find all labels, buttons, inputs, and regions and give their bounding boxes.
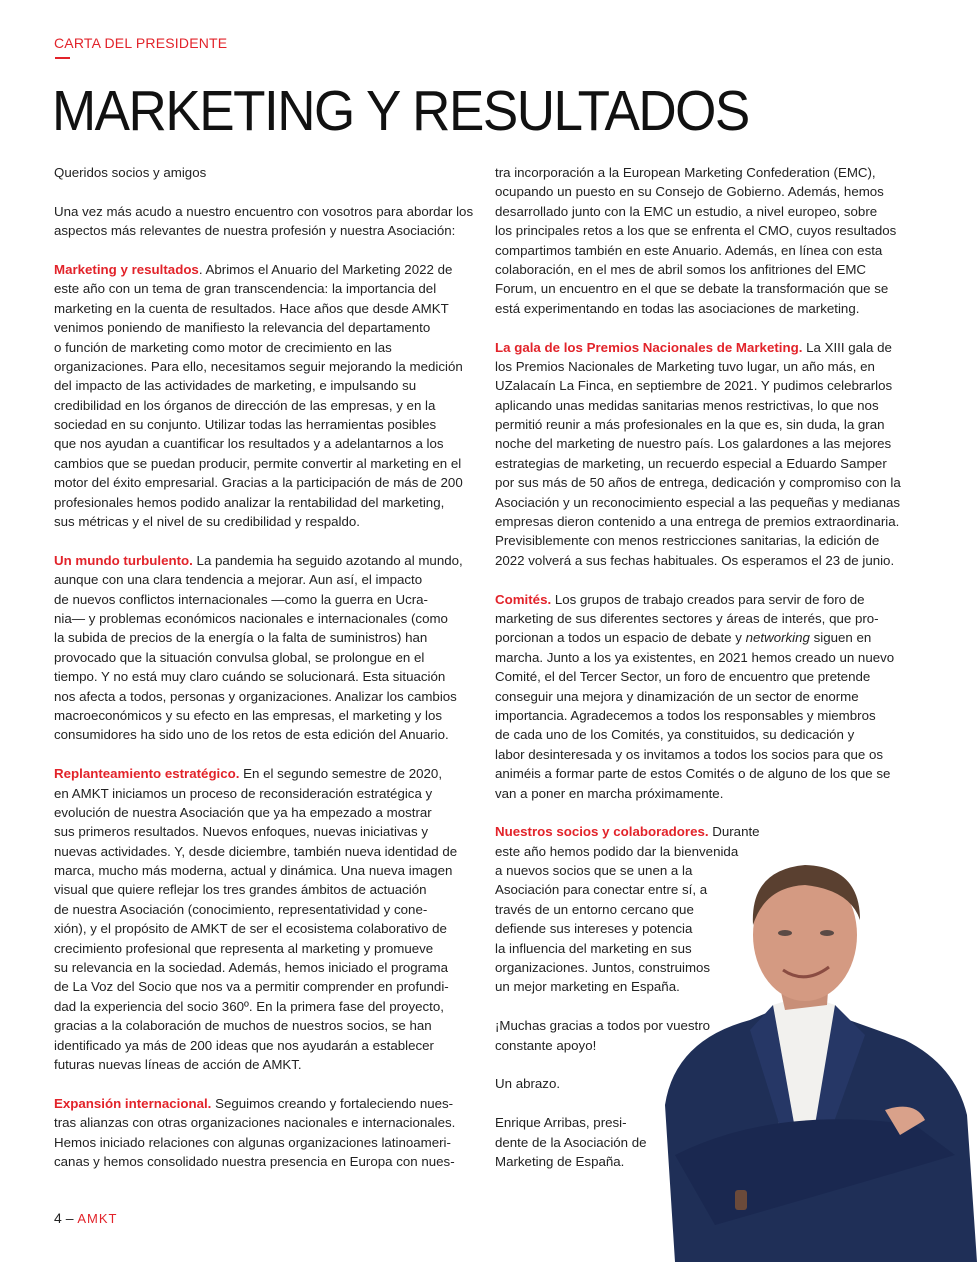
page-footer [54,1210,118,1226]
text-line: este año con un tema de gran transcendencia: la importancia del [54,281,437,297]
text-line: en AMKT iniciamos un proceso de reconsideración estratégica y [54,785,433,801]
text-line: noche del marketing de nuestro país. Los galardones a las mejores [495,436,892,452]
text-line: constante apoyo! [495,1037,597,1053]
text-line: tras alianzas con otras organizaciones nacionales e internacionales. [54,1115,456,1131]
text-line: empresas dieron contenido a una entrega de premios extraordinaria. [495,514,900,530]
text-line: marca, mucho más moderna, actual y dinámica. Una nueva imagen [54,863,453,879]
text-line: futuras nuevas líneas de acción de AMKT. [54,1056,302,1072]
text-line: labor desinteresada y os invitamos a todos los socios para que os [495,746,884,762]
text-line: de cada uno de los Comités, ya constituidos, su dedicación y [495,727,855,743]
text-line: los principales retos a los que se enfrenta el CMO, cuyos resultados [495,223,897,239]
section-heading: Un mundo turbulento. [54,552,193,568]
text-line: sus primeros resultados. Nuevos enfoques, nuevas iniciativas y [54,824,428,840]
section-heading: Marketing y resultados [54,261,199,277]
text-line: marcha. Junto a los ya existentes, en 2021 hemos creado un nuevo [495,649,895,665]
text-line: a nuevos socios que se unen a la [495,863,693,879]
text-line: su relevancia en la sociedad. Además, hemos iniciado el programa [54,960,448,976]
text-line: nia— y problemas económicos nacionales e internacionales (como [54,610,448,626]
text-line: Enrique Arribas, presi- [495,1115,627,1131]
text-line: tra incorporación a la European Marketing Confederation (EMC), [495,165,876,180]
text-line: consumidores ha sido uno de los retos de esta edición del Anuario. [54,727,449,743]
text-line: aunque con una clara tendencia a mejorar. Aun así, el impacto [54,572,423,588]
text-line: Una vez más acudo a nuestro encuentro con vosotros para abordar los [54,203,474,219]
paragraph-replanteamiento: Replanteamiento estratégico. En el segundo semestre de 2020, en AMKT iniciamos un proceso de reconsideración estratégica y evolución de nuestra Asociación que ya ha empezado a mostrar sus primeros resultados. Nuevos enfoques, nuevas iniciativas y nuevas actividades. Y, desde diciembre, también nueva identidad de marca, mucho más moderna, actual y dinámica. Una nueva imagen visual que quiere reflejar los tres grandes ámbitos de actuación de nuestra Asociación (conocimiento, representatividad y cone- xión), y el propósito de AMKT de ser el ecosistema colaborativo de crecimiento profesional que representa al marketing y promueve su relevancia en la sociedad. Además, hemos iniciado el programa de La Voz del Socio que nos va a permitir comprender en profundi- dad la experiencia del socio 360º. En la primera fase del proyecto, gracias a la colaboración de muchos de nuestros socios, se han identificado ya más de 200 ideas que nos ayudarán a establecer futuras nuevas líneas de acción de AMKT. [54,764,474,1074]
text-line: Hemos iniciado relaciones con algunas organizaciones latinoameri- [54,1134,451,1150]
text-line: nuevas actividades. Y, desde diciembre, también nueva identidad de [54,843,458,859]
section-heading: Replanteamiento estratégico. [54,766,240,782]
text-line: provocado que la situación convulsa global, se prolongue en el [54,649,425,665]
closing: Un abrazo. [495,1076,561,1092]
text-line: Asociación y un reconocimiento especial a las pequeñas y medianas [495,494,901,510]
paragraph-gala-premios: La gala de los Premios Nacionales de Marketing. La XIII gala de los Premios Nacionales de Marketing tuvo lugar, un año más, en UZalacaín La Finca, en septiembre de 2021. Y pudimos celebrarlos aplicando unas medidas sanitarias menos restrictivas, lo que nos permitió reunir a más profesionales en la que es, sin duda, la gran noche del marketing de nuestro país. Los galardones a las mejores estrategias de marketing, un recuerdo especial a Eduardo Samper por sus más de 50 años de entrega, dedicación y compromiso con la Asociación y un reconocimiento especial a las pequeñas y medianas empresas dieron contenido a una entrega de premios extraordinaria. Previsiblemente con menos restricciones sanitarias, la edición de 2022 volverá a sus fechas habituales. Os esperamos el 23 de junio. [495,338,915,571]
text-line: canas y hemos consolidado nuestra presencia en Europa con nues- [54,1153,455,1169]
text-line: xión), y el propósito de AMKT de ser el ecosistema colaborativo de [54,921,447,937]
text-line: por sus más de 50 años de entrega, dedicación y compromiso con la [495,475,901,491]
text-line: animéis a formar parte de estos Comités o de alguno de los que se [495,766,891,782]
text-line: través de un entorno cercano que [495,901,694,917]
greeting: Queridos socios y amigos [54,165,207,180]
text-line: dente de la Asociación de [495,1134,647,1150]
text-line: identificado ya más de 200 ideas que nos ayudarán a establecer [54,1037,434,1053]
text-line: van a poner en marcha próximamente. [495,785,724,801]
section-heading: Comités. [495,591,552,607]
text-line: Previsiblemente con menos restricciones sanitarias, la edición de [495,533,880,549]
page-title: MARKETING Y RESULTADOS [52,79,749,143]
text-line: Comité, el del Tercer Sector, un foro de encuentro que pretende [495,669,871,685]
text-line: la subida de precios de la energía o la falta de suministros) han [54,630,428,646]
text-line: defiende sus intereses y potencia [495,921,693,937]
text-line: dad la experiencia del socio 360º. En la primera fase del proyecto, [54,998,444,1014]
brand-logo: AMKT [77,1211,118,1226]
text-line: aplicando unas medidas sanitarias menos restrictivas, lo que nos [495,397,879,413]
text-line: un mejor marketing en España. [495,979,680,995]
text-line: crecimiento profesional que representa al marketing y promueve [54,940,434,956]
text-line: Marketing de España. [495,1153,625,1169]
text-line: compartimos también en este Anuario. Además, en línea con esta [495,242,883,258]
text-line: del impacto de las actividades de marketing, e impulsando su [54,378,417,394]
text-line: estrategias de marketing, un recuerdo especial a Eduardo Samper [495,455,887,471]
text-line: los Premios Nacionales de Marketing tuvo lugar, un año más, en [495,358,875,374]
italic-term: networking [745,630,810,646]
text-line: marketing en la cuenta de resultados. Hace años que desde AMKT [54,300,449,316]
section-heading: La gala de los Premios Nacionales de Marketing. [495,339,803,355]
paragraph-mundo-turbulento: Un mundo turbulento. La pandemia ha seguido azotando al mundo, aunque con una clara tendencia a mejorar. Aun así, el impacto de nuevos conflictos internacionales —como la guerra en Ucra- nia— y problemas económicos nacionales e internacionales (como la subida de precios de la energía o la falta de suministros) han provocado que la situación convulsa global, se prolongue en el tiempo. Y no está muy claro cuándo se solucionará. Esta situación nos afecta a todos, personas y organizaciones. Analizar los cambios macroeconómicos y su efecto en las empresas, el marketing y los consumidores ha sido uno de los retos de esta edición del Anuario. [54,551,474,745]
text-line: permitió reunir a más profesionales en la que es, sin duda, la gran [495,417,885,433]
paragraph-marketing-resultados: Marketing y resultados. Abrimos el Anuario del Marketing 2022 de este año con un tema de gran transcendencia: la importancia del marketing en la cuenta de resultados. Hace años que desde AMKT venimos poniendo de manifiesto la relevancia del departamento o función de marketing como motor de crecimiento en las organizaciones. Para ello, necesitamos seguir mejorando la medición del impacto de las actividades de marketing, e impulsando su credibilidad en los órganos de dirección de las empresas, y en la sociedad en su conjunto. Utilizar todas las herramientas posibles que nos ayudan a cuantificar los resultados y a adelantarnos a los cambios que se puedan producir, permite convertir al marketing en el motor del éxito empresarial. Gracias a la participación de más de 200 profesionales hemos podido analizar la rentabilidad del marketing, sus métricas y el nivel de su credibilidad y respaldo. [54,260,474,531]
text-line: nos afecta a todos, personas y organizaciones. Analizar los cambios [54,688,457,704]
text-line: de nuevos conflictos internacionales —como la guerra en Ucra- [54,591,428,607]
text-line: ocupando un puesto en su Consejo de Gobierno. Además, hemos [495,184,884,200]
text-line: 2022 volverá a sus fechas habituales. Os esperamos el 23 de junio. [495,552,895,568]
left-column [54,163,474,1171]
text-line: tiempo. Y no está muy claro cuándo se solucionará. Esta situación [54,669,446,685]
text-line: cambios que se puedan producir, permite convertir al marketing en el [54,455,462,471]
paragraph-socios: Nuestros socios y colaboradores. Durante este año hemos podido dar la bienvenida a nuevos socios que se unen a la Asociación para conectar entre sí, a través de un entorno cercano que defiende sus intereses y potencia la influencia del marketing en sus organizaciones. Juntos, construimos un mejor marketing en España. [495,822,915,997]
text-line: Forum, un encuentro en el que se debate la transformación que se [495,281,889,297]
footer-separator: – [65,1210,74,1226]
text-line: conseguir una mejora y dinamización de un sector de enorme [495,688,859,704]
text-line: aspectos más relevantes de nuestra profesión y nuestra Asociación: [54,223,456,239]
text-line: ¡Muchas gracias a todos por vuestro [495,1018,711,1034]
text-line: o función de marketing como motor de crecimiento en las [54,339,392,355]
text-line: visual que quiere reflejar los tres grandes ámbitos de actuación [54,882,427,898]
text-line: organizaciones. Para ello, necesitamos seguir mejorando la medición [54,358,463,374]
text-line: desarrollado junto con la EMC un estudio, a nivel europeo, sobre [495,203,878,219]
text-line: este año hemos podido dar la bienvenida [495,843,739,859]
intro-paragraph [54,202,474,241]
text-line: motor del éxito empresarial. Gracias a la participación de más de 200 [54,475,463,491]
text-line: credibilidad en los órganos de dirección de las empresas, y en la [54,397,436,413]
text-line: está experimentando en todas las asociaciones de marketing. [495,300,860,316]
paragraph-comites: Comités. Los grupos de trabajo creados para servir de foro de marketing de sus diferentes sectores y áreas de interés, que pro- porcionan a todos un espacio de debate y networking siguen en marcha. Junto a los ya existentes, en 2021 hemos creado un nuevo Comité, el del Tercer Sector, un foro de encuentro que pretende conseguir una mejora y dinamización de un sector de enorme importancia. Agradecemos a todos los responsables y miembros de cada uno de los Comités, ya constituidos, su dedicación y labor desinteresada y os invitamos a todos los socios para que os animéis a formar parte de estos Comités o de alguno de los que se van a poner en marcha próximamente. [495,590,915,803]
page-number: 4 [54,1210,62,1226]
section-heading: Expansión internacional. [54,1095,212,1111]
section-heading: Nuestros socios y colaboradores. [495,824,709,840]
text-line: Asociación para conectar entre sí, a [495,882,708,898]
text-line: UZalacaín La Finca, en septiembre de 2021. Y pudimos celebrarlos [495,378,893,394]
paragraph-expansion-internacional: Expansión internacional. Seguimos creando y fortaleciendo nues- tras alianzas con otras organizaciones nacionales e internacionales. Hemos iniciado relaciones con algunas organizaciones latinoameri- canas y hemos consolidado nuestra presencia en Europa con nues- [54,1094,474,1172]
text-line: profesionales hemos podido analizar la rentabilidad del marketing, [54,494,445,510]
text-line: de nuestra Asociación (conocimiento, representatividad y cone- [54,901,428,917]
president-photo [655,855,977,1262]
text-line: sociedad en su conjunto. Utilizar todas las herramientas posibles [54,417,437,433]
text-line: sus métricas y el nivel de su credibilidad y respaldo. [54,514,360,530]
text-line: importancia. Agradecemos a todos los responsables y miembros [495,707,876,723]
text-line: macroeconómicos y su efecto en las empresas, el marketing y los [54,707,442,723]
text-line: venimos poniendo de manifiesto la relevancia del departamento [54,320,431,336]
text-line: colaboración, en el mes de abril somos los anfitriones del EMC [495,261,867,277]
text-line: organizaciones. Juntos, construimos [495,960,711,976]
text-line: la influencia del marketing en sus [495,940,692,956]
text-line: evolución de nuestra Asociación que ya ha empezado a mostrar [54,804,432,820]
text-line: gracias a la colaboración de muchos de nuestros socios, se han [54,1018,432,1034]
text-line: de La Voz del Socio que nos va a permitir comprender en profundi- [54,979,449,995]
section-kicker: CARTA DEL PRESIDENTE [54,35,228,51]
kicker-rule [55,57,70,59]
text-line: que nos ayudan a cuantificar los resultados y a adelantarnos a los [54,436,444,452]
paragraph-expansion-cont [495,163,915,318]
